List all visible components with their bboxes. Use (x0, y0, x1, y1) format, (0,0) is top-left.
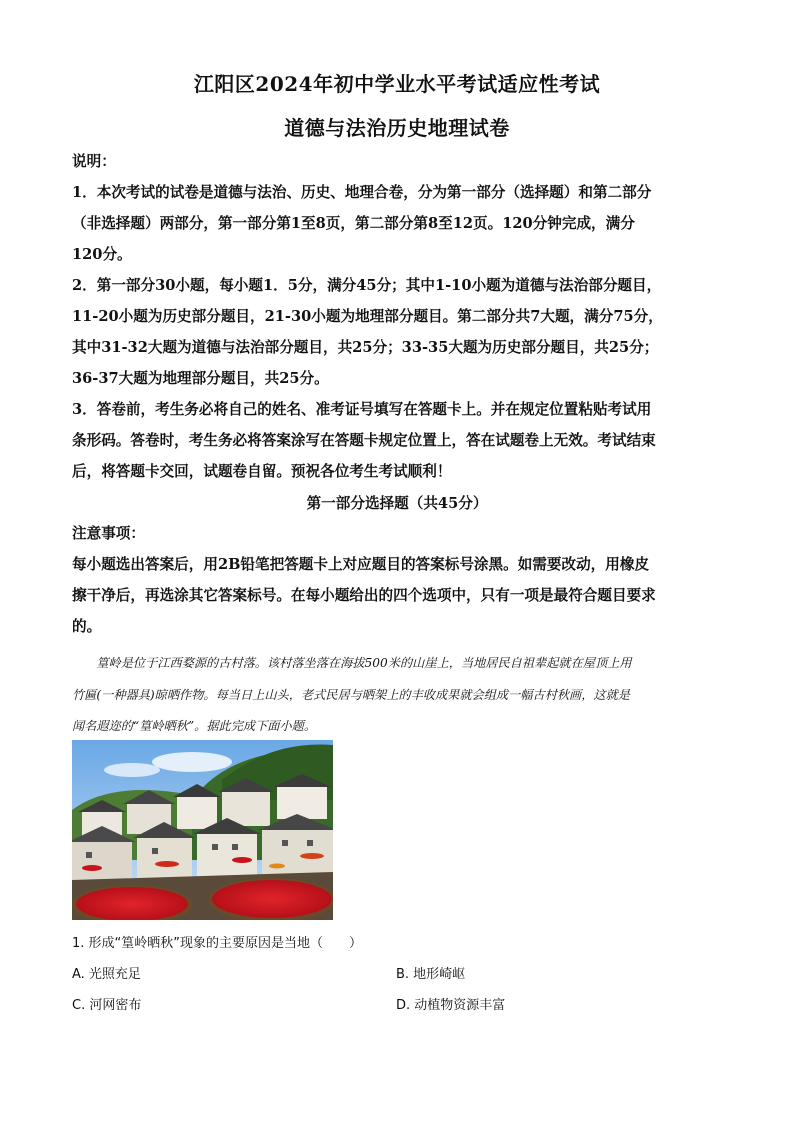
notes-line: 擦干净后，再选涂其它答案标号。在每小题给出的四个选项中，只有一项是最符合题目要求 (72, 587, 656, 604)
passage-line: 篁岭是位于江西婺源的古村落。该村落坐落在海拔500米的山崖上，当地居民自祖辈起就在屋顶上用 (72, 656, 632, 670)
instruction-line: 3．答卷前，考生务必将自己的姓名、准考证号填写在答题卡上。并在规定位置粘贴考试用 (72, 401, 652, 418)
instruction-line: 条形码。答卷时，考生务必将答案涂写在答题卡规定位置上，答在试题卷上无效。考试结束 (72, 432, 656, 449)
notes-heading: 注意事项： (72, 525, 145, 542)
instruction-item-1 (72, 177, 722, 270)
instruction-line: 36-37大题为地理部分题目，共25分。 (72, 370, 329, 387)
option-b[interactable]: B. 地形崎岖 (396, 967, 466, 982)
instruction-item-2 (72, 270, 722, 394)
instruction-line: 后，将答题卡交回，试题卷自留。预祝各位考生考试顺利！ (72, 463, 452, 480)
option-a[interactable]: A. 光照充足 (72, 967, 141, 982)
instruction-item-3 (72, 394, 722, 487)
reading-passage (72, 648, 722, 743)
instruction-line: （非选择题）两部分，第一部分第1至8页，第二部分第8至12页。120分钟完成，满分 (72, 215, 635, 232)
village-photo (72, 740, 333, 920)
passage-line: 竹匾(一种器具)晾晒作物。每当日上山头，老式民居与晒架上的丰收成果就会组成一幅古村秋画，这就是 (72, 687, 630, 702)
instruction-line: 2．第一部分30小题，每小题1．5分，满分45分；其中1-10小题为道德与法治部分题目， (72, 277, 662, 294)
instruction-line: 11-20小题为历史部分题目，21-30小题为地理部分题目。第二部分共7大题，满分75分， (72, 308, 663, 325)
instruction-line: 120分。 (72, 246, 132, 263)
notes-line: 每小题选出答案后，用2B铅笔把答题卡上对应题目的答案标号涂黑。如需要改动，用橡皮 (72, 556, 650, 573)
instruction-line: 1．本次考试的试卷是道德与法治、历史、地理合卷，分为第一部分（选择题）和第二部分 (72, 184, 652, 201)
option-c[interactable]: C. 河网密布 (72, 998, 142, 1013)
instruction-line: 其中31-32大题为道德与法治部分题目，共25分；33-35大题为历史部分题目，共25分； (72, 339, 659, 356)
instructions-heading: 说明： (72, 153, 116, 170)
notes-line: 的。 (72, 618, 102, 635)
notes-block (72, 549, 722, 642)
exam-subtitle: 道德与法治历史地理试卷 (284, 116, 510, 140)
question-1-stem: 1. 形成“篁岭晒秋”现象的主要原因是当地（ ） (72, 936, 363, 951)
option-d[interactable]: D. 动植物资源丰富 (396, 998, 506, 1013)
section-title: 第一部分选择题（共45分） (306, 495, 488, 512)
exam-title: 江阳区2024年初中学业水平考试适应性考试 (193, 72, 601, 96)
passage-line: 闻名遐迩的“篁岭晒秋”。据此完成下面小题。 (72, 719, 317, 733)
